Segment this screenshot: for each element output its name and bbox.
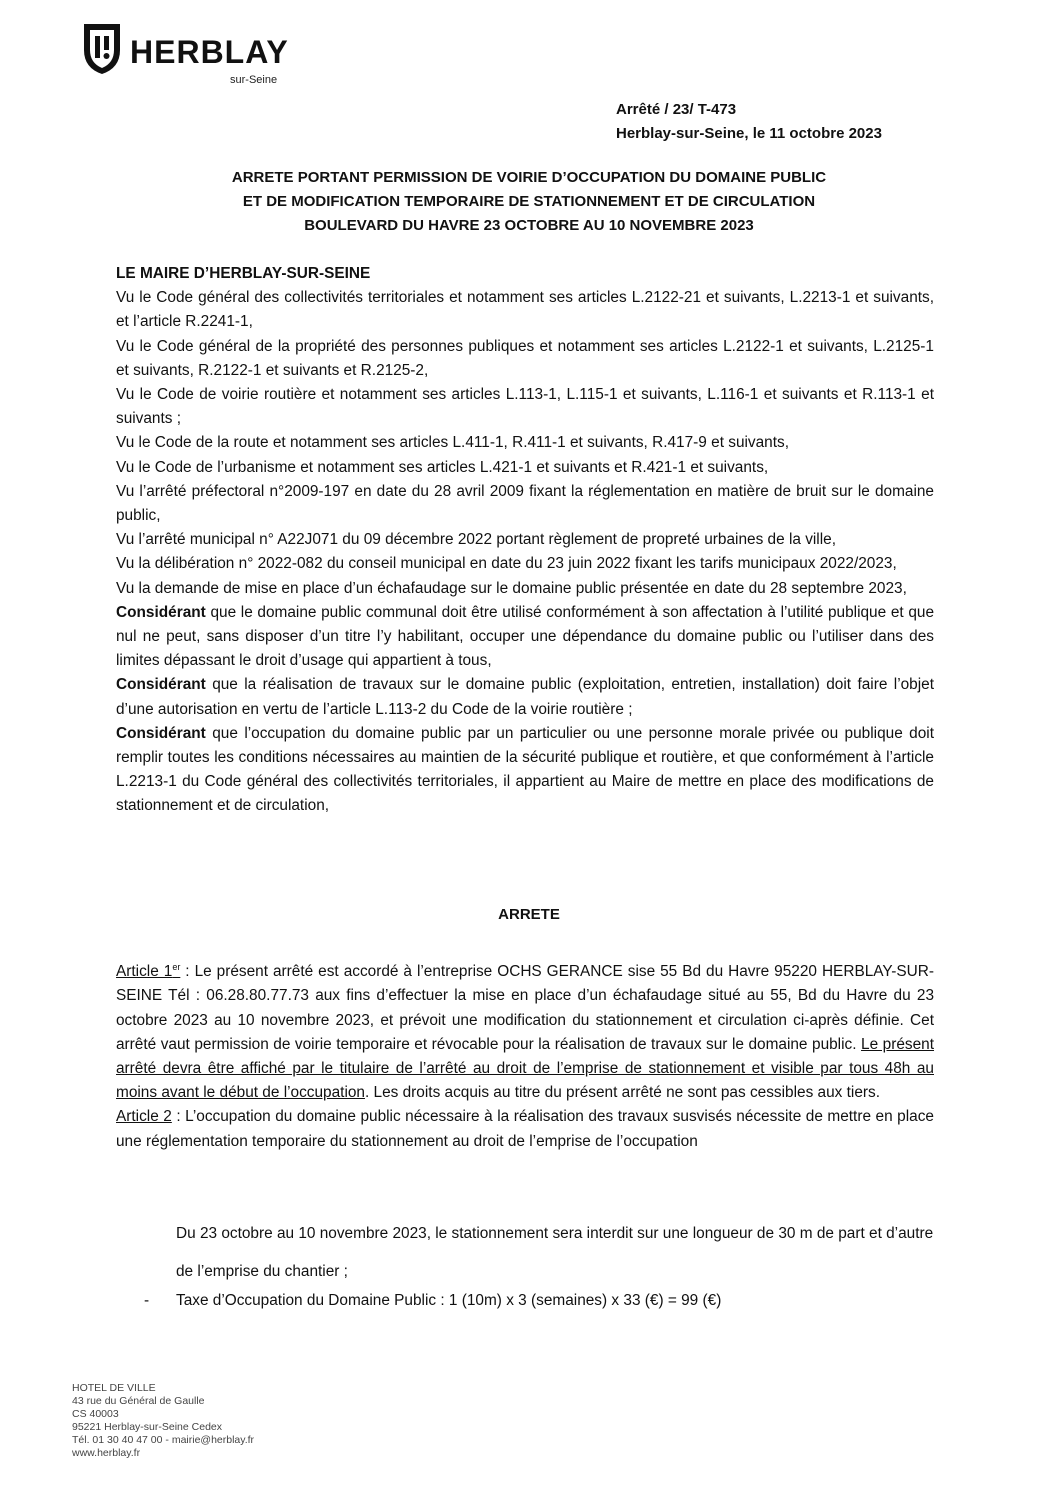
footer-line: Tél. 01 30 40 47 00 - mairie@herblay.fr bbox=[72, 1434, 255, 1446]
visa-paragraph: Vu la demande de mise en place d’un échafaudage sur le domaine public présentée en date du 28 septembre 2023, bbox=[116, 579, 907, 597]
footer-line: www.herblay.fr bbox=[72, 1447, 141, 1459]
parking-rule-block bbox=[176, 1215, 936, 1291]
article-1-tail: . Les droits acquis au titre du présent arrêté ne sont pas cessibles aux tiers. bbox=[364, 1084, 880, 1102]
footer-line: HOTEL DE VILLE bbox=[72, 1382, 156, 1394]
considerant-text: que la réalisation de travaux sur le domaine public (exploitation, entretien, installation) doit faire l’objet d’une autorisation en vertu de l’article L.113-2 du Code de la voirie routière ; bbox=[116, 676, 934, 718]
footer-address bbox=[72, 1382, 254, 1460]
mayor-heading: LE MAIRE D’HERBLAY-SUR-SEINE bbox=[116, 265, 371, 282]
parking-rule: Du 23 octobre au 10 novembre 2023, le stationnement sera interdit sur une longueur de 30 m de part et d’autre de l’emprise du chantier ; bbox=[176, 1225, 934, 1280]
considerant-label: Considérant bbox=[116, 603, 206, 621]
title-line-1: ARRETE PORTANT PERMISSION DE VOIRIE D’OCCUPATION DU DOMAINE PUBLIC bbox=[231, 169, 827, 186]
tax-bullet: - bbox=[144, 1292, 150, 1309]
visa-paragraph: Vu le Code de la route et notamment ses articles L.411-1, R.411-1 et suivants, R.417-9 et suivants, bbox=[116, 434, 789, 452]
title-line-2: ET DE MODIFICATION TEMPORAIRE DE STATIONNEMENT ET DE CIRCULATION bbox=[242, 193, 816, 210]
articles bbox=[116, 955, 934, 1154]
preamble bbox=[116, 262, 934, 819]
herblay-logo bbox=[80, 20, 310, 90]
city-crest-icon bbox=[80, 20, 124, 76]
article-2-text: L’occupation du domaine public nécessaire à la réalisation des travaux susvisés nécessite de mettre en place une réglementation temporaire du stationnement au droit de l’emprise de l’occupation bbox=[116, 1108, 934, 1150]
considerant-text: que le domaine public communal doit être utilisé conformément à son affectation à l’utilité publique et que nul ne peut, sans disposer d’un titre l’y habilitant, occuper une dépendance du domaine public ou l’utiliser dans des limites dépassant le droit d’usage qui appartient à tous, bbox=[116, 603, 934, 670]
considerant-label: Considérant bbox=[116, 724, 206, 742]
visa-paragraph: Vu le Code général des collectivités territoriales et notamment ses articles L.2122-21 et suivants, L.2213-1 et suivants, et l’article R.2241-1, bbox=[116, 289, 934, 331]
considerant-paragraph bbox=[116, 673, 934, 721]
footer-line: 95221 Herblay-sur-Seine Cedex bbox=[72, 1421, 222, 1433]
article-1-label: Article 1er bbox=[116, 962, 181, 981]
arrete-heading: ARRETE bbox=[498, 906, 560, 923]
article-2: Article 2 : L’occupation du domaine public nécessaire à la réalisation des travaux susvisés nécessite de mettre en place une réglementation temporaire du stationnement au droit de l’emprise de l’occupation bbox=[116, 1108, 934, 1150]
footer-line: CS 40003 bbox=[72, 1408, 119, 1420]
article-1-text: Le présent arrêté est accordé à l’entreprise OCHS GERANCE sise 55 Bd du Havre 95220 HERBLAY-SUR-SEINE Tél : 06.28.80.77.73 aux fins d’effectuer la mise en place d’un échafaudage situé au 55, Bd du Havre du 23 octobre 2023 au 10 novembre 2023, et prévoit une modification du stationnement et circulation ci-après définie. Cet arrêté vaut permission de voirie temporaire et révocable pour la réalisation de travaux sur le domaine public. bbox=[116, 963, 934, 1053]
document-title bbox=[120, 166, 938, 238]
title-line-3: BOULEVARD DU HAVRE 23 OCTOBRE AU 10 NOVEMBRE 2023 bbox=[304, 217, 754, 234]
logo-subtitle: sur-Seine bbox=[230, 74, 278, 86]
place-date: Herblay-sur-Seine, le 11 octobre 2023 bbox=[616, 125, 882, 142]
considerant-label: Considérant bbox=[116, 676, 206, 694]
visa-paragraph: Vu le Code de voirie routière et notamment ses articles L.113-1, L.115-1 et suivants, L.116-1 et suivants et R.113-1 et suivants ; bbox=[116, 386, 934, 428]
considerant-text: que l’occupation du domaine public par un particulier ou une personne morale privée ou publique doit remplir toutes les conditions nécessaires au maintien de la sécurité publique et routière, et que conformément à l’article L.2213-1 du Code général des collectivités territoriales, il appartient au Maire de mettre en place des modifications de stationnement et de circulation, bbox=[116, 724, 934, 815]
article-1: Article 1er : Le présent arrêté est accordé à l’entreprise OCHS GERANCE sise 55 Bd du Havre 95220 HERBLAY-SUR-SEINE Tél : 06.28.80.77.73 aux fins d’effectuer la mise en place d’un échafaudage situé au 55, Bd du Havre du 23 octobre 2023 au 10 novembre 2023, et prévoit une modification du stationnement et circulation ci-après définie. Cet arrêté vaut permission de voirie temporaire et révocable pour la réalisation de travaux sur le domaine public. Le présent arrêté devra être affiché par le titulaire de l’arrêté au droit de l’emprise de stationnement et visible par tous 48h au moins avant le début de l’occupation. Les droits acquis au titre du présent arrêté ne sont pas cessibles aux tiers. bbox=[116, 962, 935, 1102]
tax-line: Taxe d’Occupation du Domaine Public : 1 (10m) x 3 (semaines) x 33 (€) = 99 (€) bbox=[176, 1292, 722, 1309]
reference-block bbox=[616, 98, 882, 146]
arrete-number: Arrêté / 23/ T-473 bbox=[616, 101, 737, 118]
logo-name: HERBLAY bbox=[130, 34, 289, 70]
visa-paragraph: Vu le Code de l’urbanisme et notamment ses articles L.421-1 et suivants et R.421-1 et suivants, bbox=[116, 458, 769, 476]
article-2-label: Article 2 bbox=[116, 1108, 172, 1126]
visa-paragraph: Vu l’arrêté préfectoral n°2009-197 en date du 28 avril 2009 fixant la réglementation en matière de bruit sur le domaine public, bbox=[116, 482, 934, 525]
visa-paragraph: Vu la délibération n° 2022-082 du conseil municipal en date du 23 juin 2022 fixant les tarifs municipaux 2022/2023, bbox=[116, 555, 897, 573]
article-1-display-notice: Le présent arrêté devra être affiché par le titulaire de l’arrêté au droit de l’emprise de stationnement et visible par tous 48h au moins avant le début de l’occupation bbox=[116, 1035, 935, 1102]
footer-line: 43 rue du Général de Gaulle bbox=[72, 1395, 205, 1407]
considerant-paragraph bbox=[116, 722, 934, 819]
considerant-paragraph bbox=[116, 601, 934, 674]
visa-paragraph: Vu le Code général de la propriété des personnes publiques et notamment ses articles L.2122-1 et suivants, L.2125-1 et suivants, R.2122-1 et suivants et R.2125-2, bbox=[116, 337, 934, 379]
visa-paragraph: Vu l’arrêté municipal n° A22J071 du 09 décembre 2022 portant règlement de propreté urbaines de la ville, bbox=[116, 531, 836, 549]
